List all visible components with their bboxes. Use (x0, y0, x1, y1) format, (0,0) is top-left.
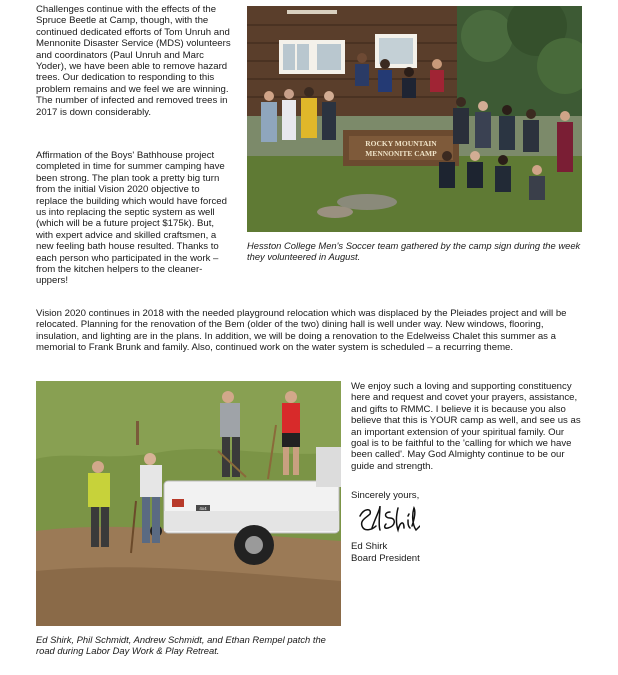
camp-sign-line2: MENNONITE CAMP (365, 149, 437, 158)
soccer-photo-caption: Hesston College Men's Soccer team gathered by the camp sign during the week they volunteered in August. (247, 240, 581, 263)
signer-name: Ed Shirk (351, 541, 388, 552)
road-work-photo (36, 381, 341, 626)
paragraph-bathhouse: Affirmation of the Boys' Bathhouse project completed in time for summer camping have been strong. The plan took a pretty big turn from the initial Vision 2020 objective to replace the building which would have forced us into replacing the septic system as well (which will be a future project $175k). But, with expert advice and skilled craftsmen, a new feeling bath house resulted. Thanks to each person who participated in the work – from the kitchen helpers to the cleaner-uppers! (36, 150, 227, 287)
paragraph-spruce-beetle: Challenges continue with the effects of the Spruce Beetle at Camp, though, with the continued dedicated efforts of Tom Unruh and Mennonite Disaster Service (MDS) volunteers and coordinators (Paul Unruh and Marc Yoder), we have been able to remove hazard trees. Our dedication to responding to this problem remains and we feel we are winning. The number of infected and removed trees in 2017 is down considerably. (36, 4, 231, 118)
handwritten-signature (354, 502, 420, 538)
paragraph-constituency: We enjoy such a loving and supporting constituency here and request and covet your prayers, assistance, and gifts to RMMC. I believe it is because you also believe that this is YOUR camp as well, and see us as an important extension of your spiritual family. Our goal is to be faithful to the 'calling for which we have been called'. May God Almighty continue to be our guide and strength. (351, 381, 581, 472)
signer-title: Board President (351, 553, 420, 564)
camp-sign-line1: ROCKY MOUNTAIN (365, 139, 437, 148)
paragraph-vision-2020: Vision 2020 continues in 2018 with the needed playground relocation which was displaced by the Pleiades project and will be relocated. Planning for the renovation of the Bem (older of the two) dining hall is well under way. New windows, flooring, insulation, and lighting are in the plans. In addition, we will be doing a renovation to the Edelweiss Chalet this summer as a memorial to Frank Brunk and family. Also, continued work on the water system is scheduled – a recurring theme. (36, 308, 567, 354)
soccer-team-photo (247, 6, 582, 232)
truck-badge: 4x4 (199, 506, 207, 511)
road-photo-caption: Ed Shirk, Phil Schmidt, Andrew Schmidt, and Ethan Rempel patch the road during Labor Day Work & Play Retreat. (36, 634, 326, 657)
closing-line: Sincerely yours, (351, 490, 420, 501)
